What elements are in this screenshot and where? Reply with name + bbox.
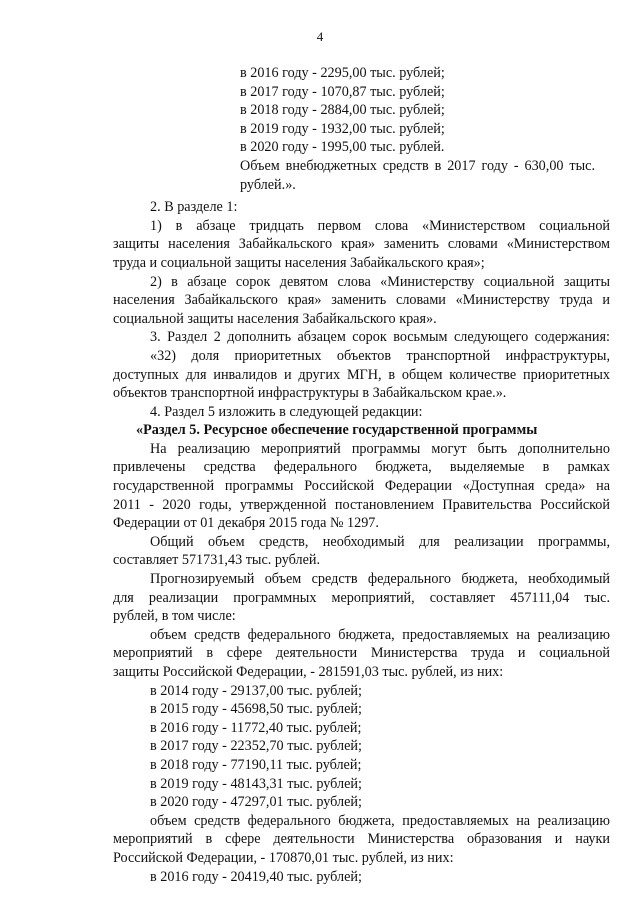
- section5-title: «Раздел 5. Ресурсное обеспечение государственной программы: [136, 422, 538, 439]
- paragraph-line: 2011 - 2020 годы, утвержденной постановлением Правительства Российской: [113, 496, 610, 513]
- paragraph-line: защиты населения Забайкальского края» заменить словами «Министерством: [113, 236, 610, 253]
- paragraph-line: 1) в абзаце тридцать первом слова «Министерством социальной: [150, 217, 610, 234]
- paragraph-line: На реализацию мероприятий программы могут быть дополнительно: [150, 440, 610, 457]
- year-line-2016: в 2016 году - 2295,00 тыс. рублей;: [240, 65, 445, 81]
- year-line-2020: в 2020 году - 47297,01 тыс. рублей;: [150, 794, 362, 811]
- paragraph-line: 3. Раздел 2 дополнить абзацем сорок восьмым следующего содержания:: [150, 329, 610, 346]
- year-line-2016: в 2016 году - 11772,40 тыс. рублей;: [150, 719, 362, 736]
- year-line-2019: в 2019 году - 1932,00 тыс. рублей;: [240, 120, 445, 137]
- paragraph-line: Прогнозируемый объем средств федерального бюджета, необходимый: [150, 571, 610, 588]
- document-body: [113, 64, 610, 886]
- year-line-2020: в 2020 году - 1995,00 тыс. рублей.: [240, 139, 445, 156]
- year-line-2019: в 2019 году - 48143,31 тыс. рублей;: [150, 775, 362, 792]
- paragraph-line: объем средств федерального бюджета, предоставляемых на реализацию: [150, 812, 610, 829]
- paragraph-line: мероприятий в сфере деятельности Министерства образования и науки: [113, 831, 610, 848]
- year-line-2017: в 2017 году - 1070,87 тыс. рублей;: [240, 83, 445, 100]
- paragraph-line: населения Забайкальского края» заменить словами «Министерству труда и: [113, 292, 610, 309]
- paragraph-line: привлечены средства федерального бюджета, выделяемые в рамках: [113, 459, 610, 476]
- paragraph-line: Федерации от 01 декабря 2015 года № 1297.: [113, 515, 379, 532]
- paragraph-line: 2) в абзаце сорок девятом слова «Министерству социальной защиты: [150, 273, 610, 290]
- paragraph-line: рублей, в том числе:: [113, 608, 236, 625]
- paragraph-line: объем средств федерального бюджета, предоставляемых на реализацию: [150, 626, 610, 643]
- extrabudget-line-end: рублей.».: [240, 176, 296, 193]
- paragraph-line: Российской Федерации, - 170870,01 тыс. рублей, из них:: [113, 849, 454, 866]
- year-line-2018: в 2018 году - 2884,00 тыс. рублей;: [240, 102, 445, 119]
- paragraph-line: защиты Российской Федерации, - 281591,03 тыс. рублей, из них:: [113, 664, 504, 680]
- page-number: 4: [316, 29, 324, 44]
- paragraph-line: для реализации программных мероприятий, составляет 457111,04 тыс.: [113, 589, 610, 606]
- paragraph-line: труда и социальной защиты населения Забайкальского края»;: [113, 254, 485, 271]
- paragraph-line: Общий объем средств, необходимый для реализации программы,: [150, 533, 610, 550]
- paragraph-line: составляет 571731,43 тыс. рублей.: [113, 552, 321, 569]
- paragraph-line: государственной программы Российской Федерации «Доступная среда» на: [113, 478, 610, 495]
- year-line-2017: в 2017 году - 22352,70 тыс. рублей;: [150, 738, 362, 755]
- year-line-2014: в 2014 году - 29137,00 тыс. рублей;: [150, 682, 362, 699]
- year-line-2015: в 2015 году - 45698,50 тыс. рублей;: [150, 701, 362, 718]
- paragraph-line: объектов транспортной инфраструктуры в Забайкальском крае.».: [113, 385, 507, 402]
- paragraph-line: мероприятий в сфере деятельности Министерства труда и социальной: [113, 645, 610, 662]
- section1-heading: 2. В разделе 1:: [150, 199, 238, 216]
- paragraph-line: социальной защиты населения Забайкальского края».: [113, 310, 437, 327]
- paragraph-line: «32) доля приоритетных объектов транспортной инфраструктуры,: [150, 347, 610, 364]
- year-line-2016: в 2016 году - 20419,40 тыс. рублей;: [150, 868, 362, 885]
- paragraph-line: 4. Раздел 5 изложить в следующей редакции:: [150, 403, 423, 420]
- paragraph-line: доступных для инвалидов и других МГН, в общем количестве приоритетных: [113, 366, 610, 383]
- extrabudget-line: Объем внебюджетных средств в 2017 году - 630,00 тыс.: [240, 157, 595, 174]
- year-line-2018: в 2018 году - 77190,11 тыс. рублей;: [150, 756, 362, 773]
